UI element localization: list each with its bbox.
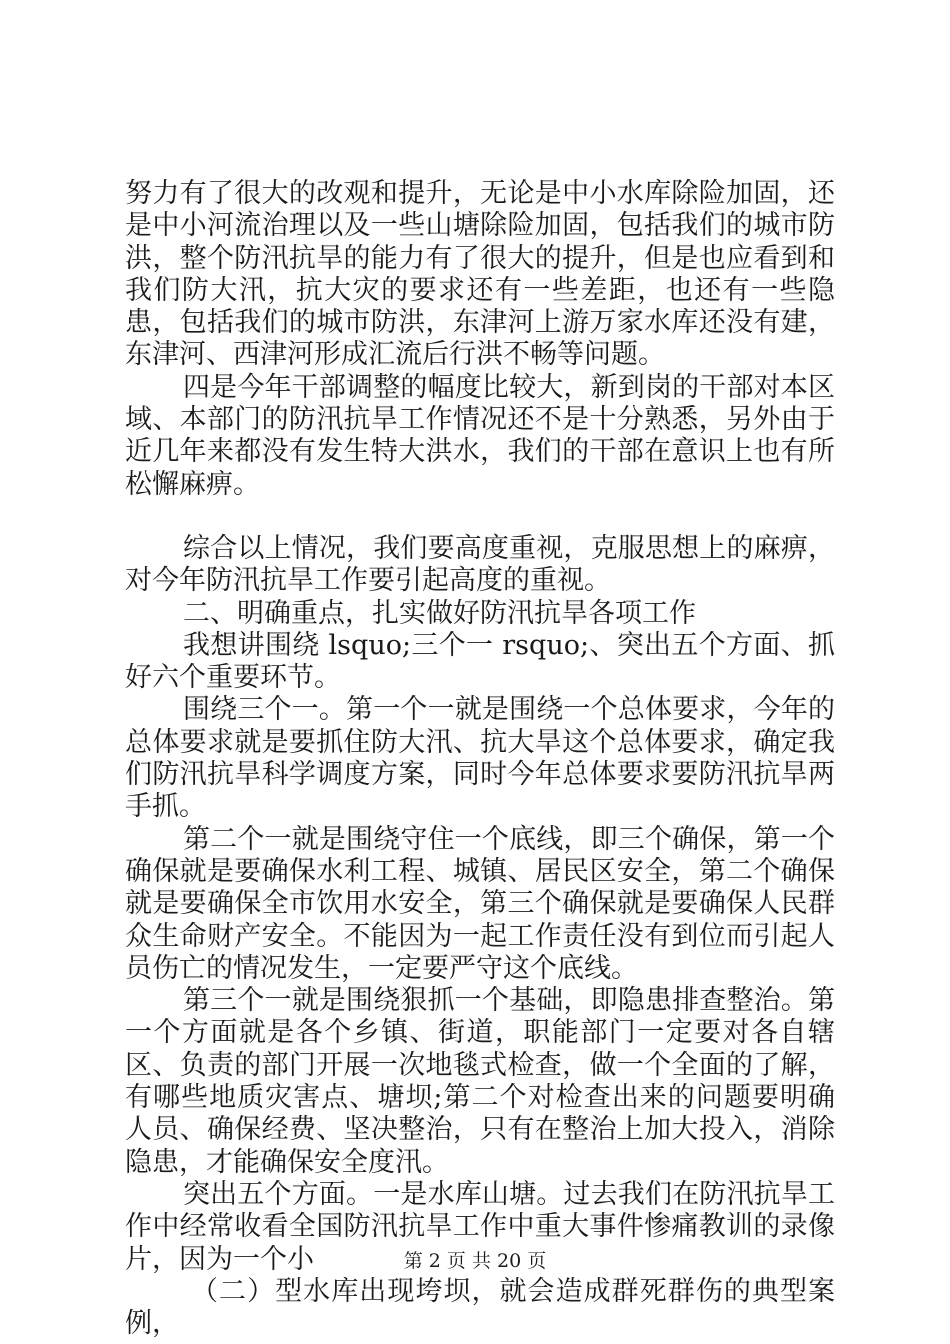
paragraph-1: 努力有了很大的改观和提升，无论是中小水库除险加固，还是中小河流治理以及一些山塘除险加固，包括我们的城市防洪，整个防汛抗旱的能力有了很大的提升，但是也应看到和我们防大汛，抗大灾的要求还有一些差距，也还有一些隐患，包括我们的城市防洪，东津河上游万家水库还没有建，东津河、西津河形成汇流后行洪不畅等问题。	[125, 178, 835, 371]
paragraph-9: （二）型水库出现垮坝，就会造成群死群伤的典型案例，	[125, 1275, 835, 1340]
paragraph-6: 第二个一就是围绕守住一个底线，即三个确保，第一个确保就是要确保水利工程、城镇、居民区安全，第二个确保就是要确保全市饮用水安全，第三个确保就是要确保人民群众生命财产安全。不能因为一起工作责任没有到位而引起人员伤亡的情况发生，一定要严守这个底线。	[125, 823, 835, 984]
paragraph-3: 综合以上情况，我们要高度重视，克服思想上的麻痹，对今年防汛抗旱工作要引起高度的重视。	[125, 532, 835, 597]
section-heading: 二、明确重点，扎实做好防汛抗旱各项工作	[183, 597, 696, 629]
paragraph-2: 四是今年干部调整的幅度比较大，新到岗的干部对本区域、本部门的防汛抗旱工作情况还不是十分熟悉，另外由于近几年来都没有发生特大洪水，我们的干部在意识上也有所松懈麻痹。	[125, 371, 835, 500]
paragraph-7: 第三个一就是围绕狠抓一个基础，即隐患排查整治。第一个方面就是各个乡镇、街道，职能部门一定要对各自辖区、负责的部门开展一次地毯式检查，做一个全面的了解，有哪些地质灾害点、塘坝;第二个对检查出来的问题要明确人员、确保经费、坚决整治，只有在整治上加大投入，消除隐患，才能确保安全度汛。	[125, 985, 835, 1178]
paragraph-8: 突出五个方面。一是水库山塘。过去我们在防汛抗旱工作中经常收看全国防汛抗旱工作中重大事件惨痛教训的录像片，因为一个小	[125, 1178, 835, 1275]
paragraph-5: 围绕三个一。第一个一就是围绕一个总体要求，今年的总体要求就是要抓住防大汛、抗大旱这个总体要求，确定我们防汛抗旱科学调度方案，同时今年总体要求要防汛抗旱两手抓。	[125, 694, 835, 823]
page-footer: 第 2 页 共 20 页	[403, 1250, 547, 1272]
paragraph-4: 我想讲围绕 lsquo;三个一 rsquo;、突出五个方面、抓好六个重要环节。	[125, 629, 835, 694]
document-body	[125, 178, 835, 1340]
paragraph-gap	[125, 501, 835, 533]
